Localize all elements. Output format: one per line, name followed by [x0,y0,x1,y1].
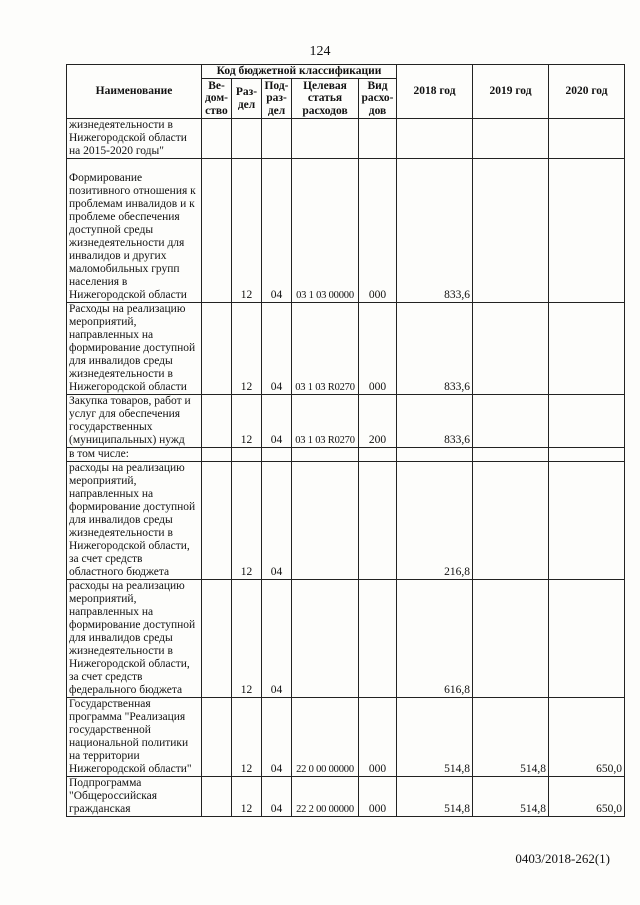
header-vid [359,79,397,119]
table-row [67,119,625,159]
row-podrazdel [262,448,292,462]
header-vedomstvo-text: Ве- дом- ство [204,79,228,117]
row-2018: 616,8 [397,580,473,698]
row-2020 [549,448,625,462]
row-vid [359,462,397,580]
row-ved [202,448,232,462]
row-celevaya: 22 2 00 00000 [292,777,359,817]
row-2019 [473,159,549,303]
row-razdel: 12 [232,698,262,777]
row-2019 [473,303,549,395]
row-vid: 000 [359,303,397,395]
row-2018: 833,6 [397,395,473,448]
row-podrazdel: 04 [262,777,292,817]
row-2019 [473,395,549,448]
row-name: в том числе: [67,448,202,462]
row-2019 [473,462,549,580]
table-row [67,159,625,303]
row-razdel: 12 [232,303,262,395]
row-name: расходы на реализацию мероприятий, направленных на формирование доступной для инвалидов среды жизнедеятельности в Нижегородской области, за счет средств федерального бюджета [67,580,202,698]
row-2019 [473,580,549,698]
row-podrazdel: 04 [262,395,292,448]
row-2020 [549,303,625,395]
row-celevaya [292,462,359,580]
table-row [67,395,625,448]
row-2020: 650,0 [549,698,625,777]
row-ved [202,119,232,159]
row-vid [359,119,397,159]
row-2018 [397,448,473,462]
row-ved [202,698,232,777]
row-ved [202,303,232,395]
row-name: Государственная программа "Реализация государственной национальной политики на территории Нижегородской области" [67,698,202,777]
row-2019: 514,8 [473,698,549,777]
header-vedomstvo [202,79,232,119]
row-podrazdel: 04 [262,303,292,395]
row-celevaya [292,580,359,698]
row-2018: 514,8 [397,777,473,817]
header-celevaya [292,79,359,119]
row-2018 [397,119,473,159]
header-2019: 2019 год [473,65,549,119]
row-podrazdel: 04 [262,462,292,580]
row-ved [202,462,232,580]
row-name: жизнедеятельности в Нижегородской области на 2015-2020 годы" [67,119,202,159]
row-ved [202,159,232,303]
row-razdel: 12 [232,777,262,817]
row-2018: 514,8 [397,698,473,777]
row-2019 [473,448,549,462]
row-2018: 833,6 [397,159,473,303]
row-celevaya: 03 1 03 R0270 [292,303,359,395]
row-2020 [549,119,625,159]
table-row [67,698,625,777]
header-vid-text: Вид расхо- дов [361,79,394,117]
row-celevaya: 22 0 00 00000 [292,698,359,777]
document-code: 0403/2018-262(1) [515,851,610,866]
row-name: расходы на реализацию мероприятий, направленных на формирование доступной для инвалидов среды жизнедеятельности в Нижегородской области, за счет средств областного бюджета [67,462,202,580]
header-name: Наименование [67,65,202,119]
row-razdel: 12 [232,462,262,580]
row-vid: 000 [359,159,397,303]
row-ved [202,777,232,817]
table-row [67,580,625,698]
row-celevaya: 03 1 03 00000 [292,159,359,303]
row-razdel: 12 [232,580,262,698]
row-name: Формирование позитивного отношения к проблемам инвалидов и к проблеме обеспечения доступной среды жизнедеятельности для инвалидов и других маломобильных групп населения в Нижегородской области [67,159,202,303]
header-celevaya-text: Целевая статья расходов [302,79,348,117]
row-razdel: 12 [232,395,262,448]
row-name: Закупка товаров, работ и услуг для обеспечения государственных (муниципальных) нужд [67,395,202,448]
row-name: Расходы на реализацию мероприятий, направленных на формирование доступной для инвалидов среды жизнедеятельности в Нижегородской области [67,303,202,395]
page-number: 124 [309,44,331,59]
header-2020: 2020 год [549,65,625,119]
row-celevaya: 03 1 03 R0270 [292,395,359,448]
row-2019 [473,119,549,159]
row-podrazdel: 04 [262,698,292,777]
row-vid: 000 [359,777,397,817]
header-2018: 2018 год [397,65,473,119]
row-celevaya [292,448,359,462]
row-razdel: 12 [232,159,262,303]
row-2020 [549,462,625,580]
row-vid [359,448,397,462]
table-row [67,777,625,817]
row-ved [202,395,232,448]
row-vid: 000 [359,698,397,777]
row-2020 [549,580,625,698]
row-2019: 514,8 [473,777,549,817]
row-vid: 200 [359,395,397,448]
table-row [67,448,625,462]
row-2020 [549,395,625,448]
row-celevaya [292,119,359,159]
header-budget-code: Код бюджетной классификации [202,65,397,79]
header-podrazdel [262,79,292,119]
row-name: Подпрограмма "Общероссийская гражданская [67,777,202,817]
row-razdel [232,119,262,159]
row-podrazdel: 04 [262,159,292,303]
row-2018: 216,8 [397,462,473,580]
row-podrazdel [262,119,292,159]
row-podrazdel: 04 [262,580,292,698]
row-vid [359,580,397,698]
header-razdel-text: Раз- дел [235,86,258,111]
row-razdel [232,448,262,462]
header-podrazdel-text: Под- раз- дел [264,79,289,117]
row-2020: 650,0 [549,777,625,817]
row-ved [202,580,232,698]
header-razdel [232,79,262,119]
row-2018: 833,6 [397,303,473,395]
table-row [67,462,625,580]
row-2020 [549,159,625,303]
table-row [67,303,625,395]
budget-table [66,64,625,817]
